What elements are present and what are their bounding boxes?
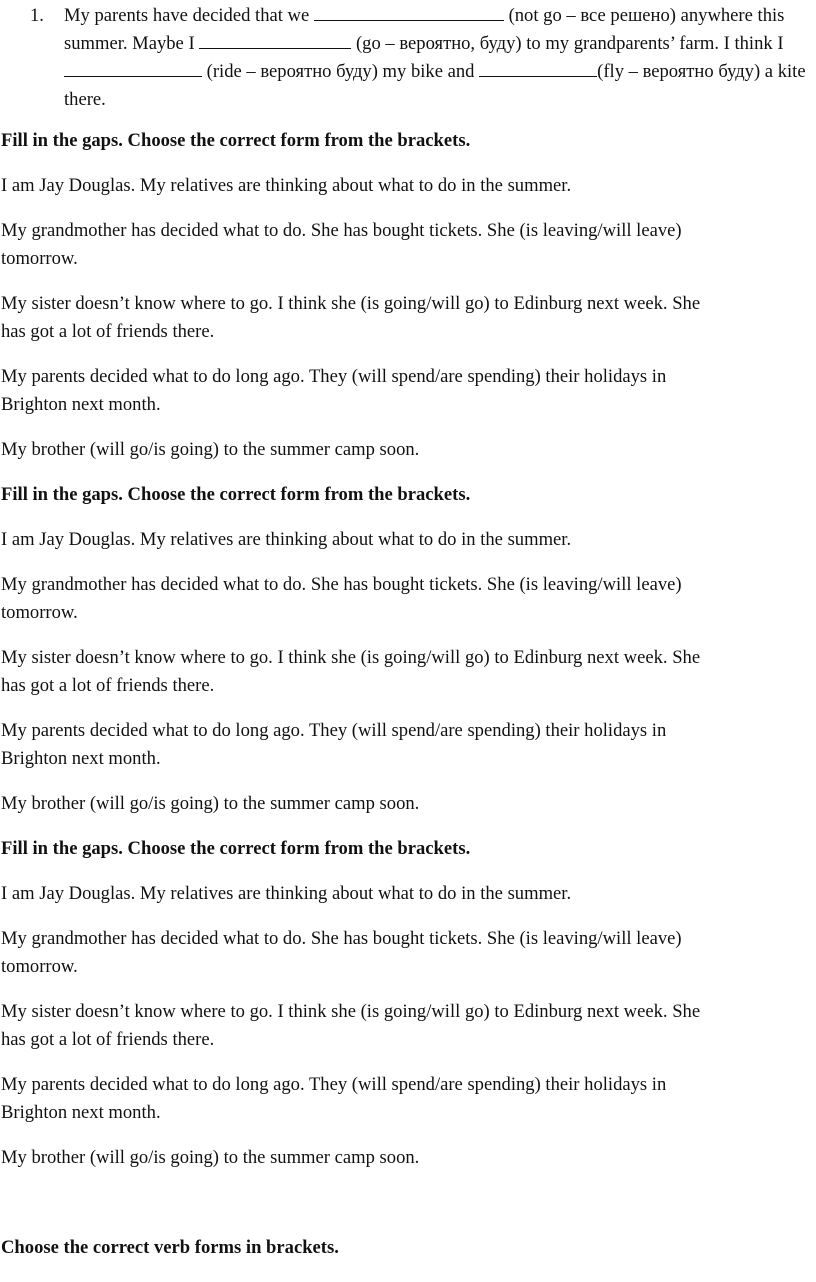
brother-sentence: My brother (will go/is going) to the summer camp soon. — [1, 439, 420, 460]
item-part-2: (not go – все решено) anywhere this summer. Maybe I — [64, 5, 785, 54]
grandmother-sentence-line2: tomorrow. — [1, 248, 78, 269]
sister-sentence-line2: has got a lot of friends there. — [1, 321, 215, 342]
item-part-5: (fly – вероятно буду) a kite there. — [64, 61, 806, 110]
grandmother-sentence-line1: My grandmother has decided what to do. She has bought tickets. She (is leaving/will leave) — [1, 574, 682, 595]
item-number: 1. — [30, 5, 44, 26]
intro-sentence: I am Jay Douglas. My relatives are thinking about what to do in the summer. — [1, 175, 572, 196]
numbered-item-1 — [30, 2, 814, 114]
final-heading: Choose the correct verb forms in brackets. — [1, 1237, 339, 1258]
grandmother-sentence-line2: tomorrow. — [1, 602, 78, 623]
item-part-4: (ride – вероятно буду) my bike and — [206, 61, 475, 82]
grandmother-sentence-line2: tomorrow. — [1, 956, 78, 977]
parents-sentence-line2: Brighton next month. — [1, 1102, 161, 1123]
parents-sentence-line1: My parents decided what to do long ago. They (will spend/are spending) their holidays in — [1, 720, 667, 741]
grandmother-sentence-line1: My grandmother has decided what to do. She has bought tickets. She (is leaving/will leave) — [1, 928, 682, 949]
intro-sentence: I am Jay Douglas. My relatives are thinking about what to do in the summer. — [1, 883, 572, 904]
parents-sentence-line1: My parents decided what to do long ago. They (will spend/are spending) their holidays in — [1, 1074, 667, 1095]
brother-sentence: My brother (will go/is going) to the summer camp soon. — [1, 793, 420, 814]
sister-sentence-line1: My sister doesn’t know where to go. I think she (is going/will go) to Edinburg next week. She — [1, 293, 701, 314]
sister-sentence-line2: has got a lot of friends there. — [1, 675, 215, 696]
sister-sentence-line1: My sister doesn’t know where to go. I think she (is going/will go) to Edinburg next week. She — [1, 1001, 701, 1022]
answer-blank-4[interactable] — [479, 60, 597, 77]
brother-sentence: My brother (will go/is going) to the summer camp soon. — [1, 1147, 420, 1168]
exercise-heading: Fill in the gaps. Choose the correct form from the brackets. — [1, 130, 471, 151]
item-part-1: My parents have decided that we — [64, 5, 310, 26]
sister-sentence-line2: has got a lot of friends there. — [1, 1029, 215, 1050]
parents-sentence-line1: My parents decided what to do long ago. They (will spend/are spending) their holidays in — [1, 366, 667, 387]
answer-blank-2[interactable] — [199, 32, 351, 49]
answer-blank-1[interactable] — [314, 4, 504, 21]
parents-sentence-line2: Brighton next month. — [1, 748, 161, 769]
intro-sentence: I am Jay Douglas. My relatives are thinking about what to do in the summer. — [1, 529, 572, 550]
exercise-heading: Fill in the gaps. Choose the correct form from the brackets. — [1, 838, 471, 859]
parents-sentence-line2: Brighton next month. — [1, 394, 161, 415]
item-part-3: (go – вероятно, буду) to my grandparents’ farm. I think I — [355, 33, 784, 54]
exercise-heading: Fill in the gaps. Choose the correct form from the brackets. — [1, 484, 471, 505]
grandmother-sentence-line1: My grandmother has decided what to do. She has bought tickets. She (is leaving/will leave) — [1, 220, 682, 241]
answer-blank-3[interactable] — [64, 60, 202, 77]
item-text — [64, 2, 814, 114]
sister-sentence-line1: My sister doesn’t know where to go. I think she (is going/will go) to Edinburg next week. She — [1, 647, 701, 668]
